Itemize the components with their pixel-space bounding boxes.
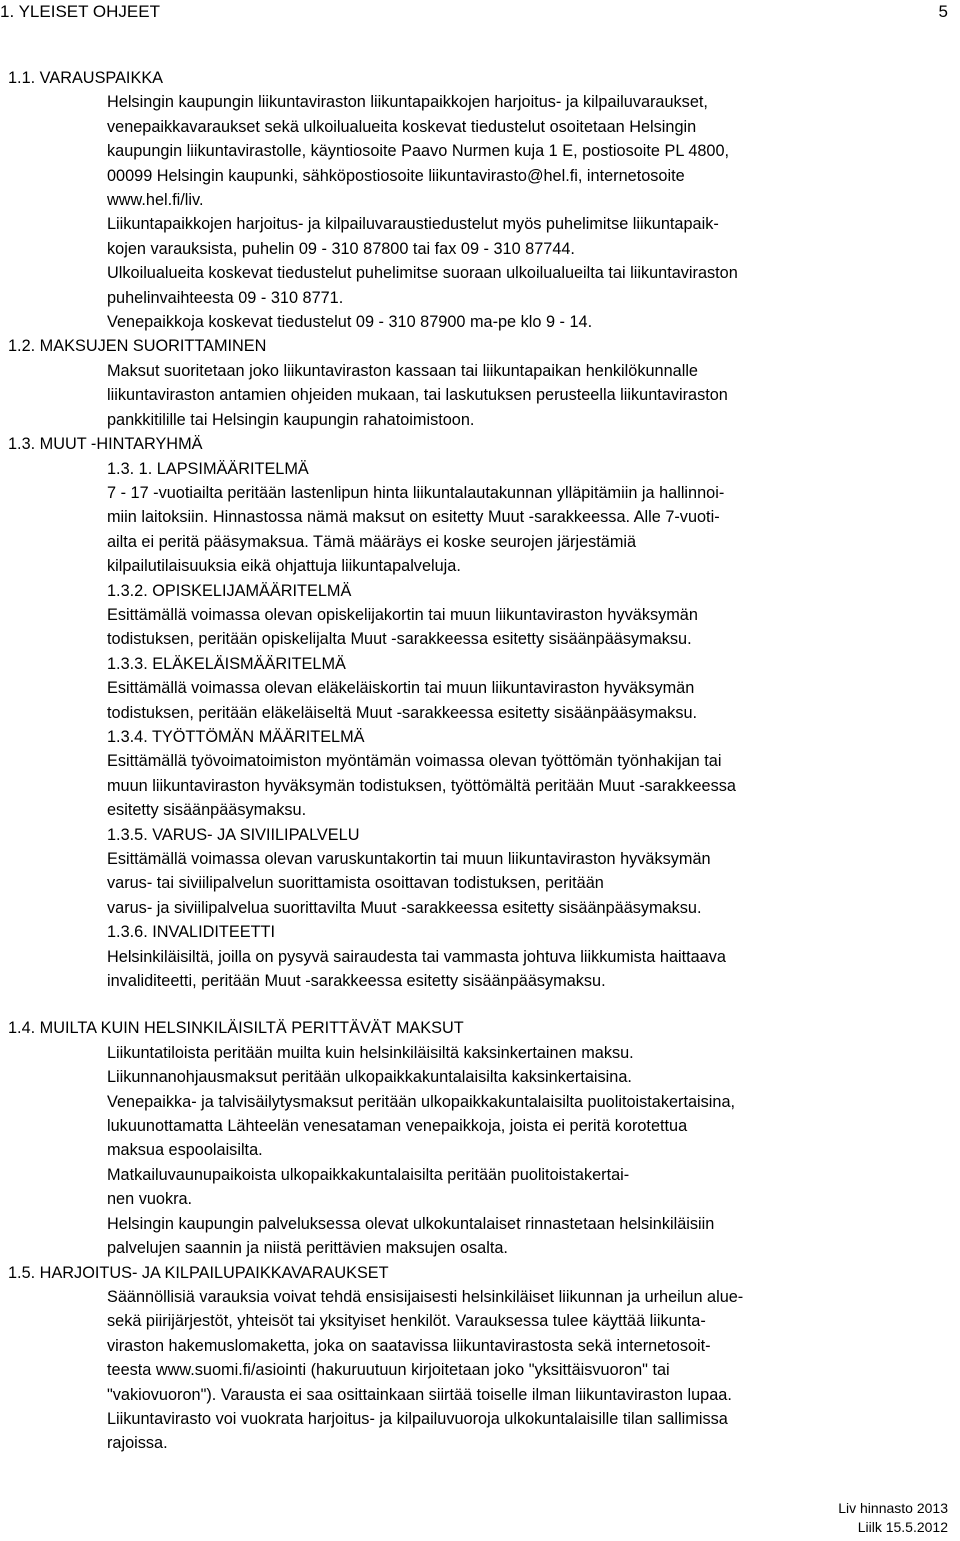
- paragraph-line: ailta ei peritä pääsymaksua. Tämä määräys ei koske seurojen järjestämiä: [107, 532, 637, 551]
- paragraph-line: Liikuntavirasto voi vuokrata harjoitus- ja kilpailuvuoroja ulkokuntalaisille tilan sallimissa: [107, 1409, 728, 1428]
- paragraph-line: teesta www.suomi.fi/asiointi (hakuruutuun kirjoitetaan joko "yksittäisvuoron" tai: [107, 1361, 670, 1380]
- paragraph-line: Liikuntatiloista peritään muilta kuin helsinkiläisiltä kaksinkertainen maksu.: [107, 1043, 634, 1062]
- paragraph-line: sekä piirijärjestöt, yhteisöt tai yksityiset henkilöt. Varauksessa tulee käyttää liikunta-: [107, 1312, 706, 1331]
- paragraph-line: www.hel.fi/liv.: [107, 191, 204, 210]
- paragraph-line: Maksut suoritetaan joko liikuntaviraston kassaan tai liikuntapaikan henkilökunnalle: [107, 361, 698, 380]
- paragraph-line: varus- ja siviilipalvelua suorittavilta Muut -sarakkeessa esitetty sisäänpääsymaksu.: [107, 898, 702, 917]
- footer-document-name: Liv hinnasto 2013: [838, 1500, 948, 1516]
- paragraph-line: todistuksen, peritään eläkeläiseltä Muut -sarakkeessa esitetty sisäänpääsymaksu.: [107, 703, 698, 722]
- section-heading: 1.3. MUUT -HINTARYHMÄ: [8, 435, 203, 454]
- section-heading: 1.4. MUILTA KUIN HELSINKILÄISILTÄ PERITTÄVÄT MAKSUT: [8, 1019, 464, 1038]
- footer-date: Liilk 15.5.2012: [857, 1519, 948, 1535]
- section-maksujen-suorittaminen: [0, 334, 960, 432]
- paragraph-line: todistuksen, peritään opiskelijalta Muut -sarakkeessa esitetty sisäänpääsymaksu.: [107, 630, 692, 649]
- paragraph-line: kaupungin liikuntavirastolle, käyntiosoite Paavo Nurmen kuja 1 E, postiosoite PL 4800,: [107, 142, 730, 161]
- paragraph-line: Ulkoilualueita koskevat tiedustelut puhelimitse suoraan ulkoilualueilta tai liikuntaviraston: [107, 264, 738, 283]
- paragraph-line: Helsingin kaupungin liikuntaviraston liikuntapaikkojen harjoitus- ja kilpailuvaraukset,: [107, 93, 708, 112]
- page-footer: [838, 1499, 948, 1537]
- page-number: 5: [938, 2, 948, 21]
- paragraph-line: Esittämällä voimassa olevan eläkeläiskortin tai muun liikuntaviraston hyväksymän: [107, 679, 695, 698]
- paragraph-line: Esittämällä voimassa olevan opiskelijakortin tai muun liikuntaviraston hyväksymän: [107, 605, 698, 624]
- paragraph-line: Esittämällä työvoimatoimiston myöntämän voimassa olevan työttömän työnhakijan tai: [107, 752, 722, 771]
- paragraph-line: 7 - 17 -vuotiailta peritään lastenlipun hinta liikuntalautakunnan ylläpitämiin ja hallinnoi-: [107, 483, 725, 502]
- subsection-heading: 1.3.6. INVALIDITEETTI: [107, 923, 275, 942]
- paragraph-line: muun liikuntaviraston hyväksymän todistuksen, työttömältä peritään Muut -sarakkeessa: [107, 776, 736, 795]
- page-header: [0, 0, 960, 26]
- paragraph-line: Esittämällä voimassa olevan varuskuntakortin tai muun liikuntaviraston hyväksymän: [107, 850, 711, 868]
- paragraph-line: puhelinvaihteesta 09 - 310 8771.: [107, 288, 344, 307]
- paragraph-line: rajoissa.: [107, 1434, 168, 1453]
- section-heading: 1.5. HARJOITUS- JA KILPAILUPAIKKAVARAUKSET: [8, 1263, 389, 1282]
- paragraph-line: maksua espoolaisilta.: [107, 1141, 263, 1160]
- paragraph-line: miin laitoksiin. Hinnastossa nämä maksut on esitetty Muut -sarakkeessa. Alle 7-vuoti-: [107, 508, 720, 527]
- paragraph-line: Säännöllisiä varauksia voivat tehdä ensisijaisesti helsinkiläiset liikunnan ja urheilun alue-: [107, 1287, 744, 1306]
- paragraph-line: Helsingin kaupungin palveluksessa olevat ulkokuntalaiset rinnastetaan helsinkiläisiin: [107, 1214, 715, 1233]
- subsection-heading: 1.3.5. VARUS- JA SIVIILIPALVELU: [107, 825, 360, 844]
- section-heading: 1.2. MAKSUJEN SUORITTAMINEN: [8, 337, 267, 356]
- paragraph-line: palvelujen saannin ja niistä perittävien maksujen osalta.: [107, 1239, 508, 1258]
- paragraph-line: Matkailuvaunupaikoista ulkopaikkakuntalaisilta peritään puolitoistakertai-: [107, 1165, 630, 1184]
- paragraph-line: Liikunnanohjausmaksut peritään ulkopaikkakuntalaisilta kaksinkertaisina.: [107, 1068, 632, 1087]
- chapter-title: 1. YLEISET OHJEET: [0, 2, 160, 21]
- paragraph-line: Helsinkiläisiltä, joilla on pysyvä sairaudesta tai vammasta johtuva liikkumista haittaava: [107, 947, 726, 966]
- paragraph-line: invaliditeetti, peritään Muut -sarakkeessa esitetty sisäänpääsymaksu.: [107, 972, 606, 991]
- paragraph-line: 00099 Helsingin kaupunki, sähköpostiosoite liikuntavirasto@hel.fi, internetosoite: [107, 166, 685, 185]
- paragraph-line: esitetty sisäänpääsymaksu.: [107, 801, 307, 820]
- section-heading: 1.1. VARAUSPAIKKA: [8, 69, 164, 87]
- paragraph-line: lukuunottamatta Lähteelän venesataman venepaikkoja, joista ei peritä korotettua: [107, 1117, 688, 1136]
- subsection-heading: 1.3.2. OPISKELIJAMÄÄRITELMÄ: [107, 581, 352, 600]
- paragraph-line: nen vuokra.: [107, 1190, 193, 1209]
- paragraph-line: pankkitilille tai Helsingin kaupungin rahatoimistoon.: [107, 410, 475, 429]
- paragraph-line: Venepaikka- ja talvisäilytysmaksut peritään ulkopaikkakuntalaisilta puolitoistakertaisina,: [107, 1092, 736, 1111]
- paragraph-line: viraston hakemuslomaketta, joka on saatavissa liikuntavirastosta sekä internetosoit-: [107, 1336, 711, 1355]
- paragraph-line: "vakiovuoron"). Varausta ei saa osittainkaan siirtää toiselle ilman liikuntaviraston lupaa.: [107, 1385, 732, 1404]
- section-harjoitus-kilpailupaikkavaraukset: [0, 1261, 960, 1456]
- section-muut-hintaryhma: [0, 432, 960, 993]
- paragraph-line: Venepaikkoja koskevat tiedustelut 09 - 310 87900 ma-pe klo 9 - 14.: [107, 313, 593, 332]
- paragraph-line: venepaikkavaraukset sekä ulkoilualueita koskevat tiedustelut osoitetaan Helsingin: [107, 117, 697, 136]
- section-spacer: [0, 993, 960, 1016]
- subsection-heading: 1.3. 1. LAPSIMÄÄRITELMÄ: [107, 459, 309, 478]
- paragraph-line: kilpailutilaisuuksia eikä ohjattuja liikuntapalveluja.: [107, 557, 461, 576]
- subsection-heading: 1.3.3. ELÄKELÄISMÄÄRITELMÄ: [107, 654, 346, 673]
- section-muilta-perittavat-maksut: [0, 1016, 960, 1260]
- paragraph-line: Liikuntapaikkojen harjoitus- ja kilpailuvaraustiedustelut myös puhelimitse liikuntapaik-: [107, 215, 719, 234]
- paragraph-line: kojen varauksista, puhelin 09 - 310 87800 tai fax 09 - 310 87744.: [107, 239, 575, 258]
- paragraph-line: liikuntaviraston antamien ohjeiden mukaan, tai laskutuksen perusteella liikuntaviraston: [107, 386, 728, 405]
- subsection-heading: 1.3.4. TYÖTTÖMÄN MÄÄRITELMÄ: [107, 727, 365, 746]
- section-varauspaikka: [0, 66, 960, 334]
- document-body: [0, 66, 960, 1456]
- paragraph-line: varus- tai siviilipalvelun suorittamista osoittavan todistuksen, peritään: [107, 874, 604, 893]
